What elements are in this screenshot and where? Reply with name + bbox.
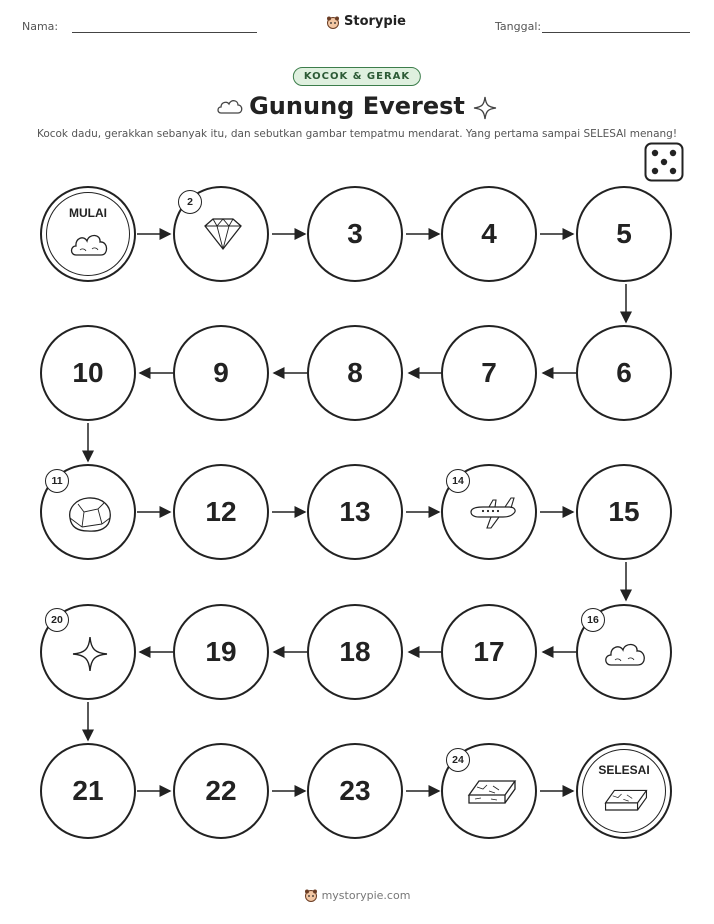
space-17 <box>441 604 537 700</box>
space-6 <box>576 325 672 421</box>
start-label: MULAI <box>69 206 107 220</box>
space-13 <box>307 464 403 560</box>
space-badge: 14 <box>446 469 470 493</box>
space-number: 9 <box>213 357 229 388</box>
rock-icon <box>64 494 116 534</box>
space-badge: 16 <box>581 608 605 632</box>
space-number: 5 <box>616 218 632 249</box>
space-7 <box>441 325 537 421</box>
space-3 <box>307 186 403 282</box>
brand-name: Storypie <box>344 14 406 29</box>
space-19 <box>173 604 269 700</box>
space-22 <box>173 743 269 839</box>
space-4 <box>441 186 537 282</box>
space-number: 12 <box>205 496 237 527</box>
space-badge: 2 <box>178 190 202 214</box>
space-8 <box>307 325 403 421</box>
space-10 <box>40 325 136 421</box>
space-number: 18 <box>339 636 371 667</box>
ice-block-icon <box>602 785 650 819</box>
space-number: 7 <box>481 357 497 388</box>
space-badge: 24 <box>446 748 470 772</box>
space-badge: 11 <box>45 469 69 493</box>
space-18 <box>307 604 403 700</box>
space-9 <box>173 325 269 421</box>
space-15 <box>576 464 672 560</box>
footer <box>0 888 714 902</box>
space-number: 15 <box>608 496 640 527</box>
space-number: 13 <box>339 496 371 527</box>
space-number: 17 <box>473 636 505 667</box>
space-number: 6 <box>616 357 632 388</box>
space-23 <box>307 743 403 839</box>
finish-label: SELESAI <box>598 763 650 777</box>
diamond-icon <box>199 216 247 252</box>
space-number: 21 <box>72 775 104 806</box>
name-label: Nama: <box>22 20 59 33</box>
instructions: Kocok dadu, gerakkan sebanyak itu, dan sebutkan gambar tempatmu mendarat. Yang pertama sampai SELESAI menang! <box>36 128 678 140</box>
space-21 <box>40 743 136 839</box>
game-tag: KOCOK & GERAK <box>293 67 421 86</box>
sparkle-icon <box>70 634 110 674</box>
ice-block-icon <box>465 773 519 813</box>
space-badge: 20 <box>45 608 69 632</box>
date-label: Tanggal: <box>495 20 542 33</box>
space-number: 4 <box>481 218 497 249</box>
space-12 <box>173 464 269 560</box>
space-number: 19 <box>205 636 237 667</box>
start-space <box>40 186 136 282</box>
space-number: 23 <box>339 775 371 806</box>
space-number: 3 <box>347 218 363 249</box>
cloud-icon <box>602 638 650 672</box>
finish-space <box>576 743 672 839</box>
mascot-icon <box>304 888 318 902</box>
space-number: 22 <box>205 775 237 806</box>
airplane-icon <box>465 496 519 532</box>
title-text: Gunung Everest <box>249 92 465 120</box>
space-5 <box>576 186 672 282</box>
space-number: 10 <box>72 357 104 388</box>
space-number: 8 <box>347 357 363 388</box>
footer-site[interactable]: mystorypie.com <box>321 888 411 902</box>
cloud-icon <box>68 228 112 262</box>
